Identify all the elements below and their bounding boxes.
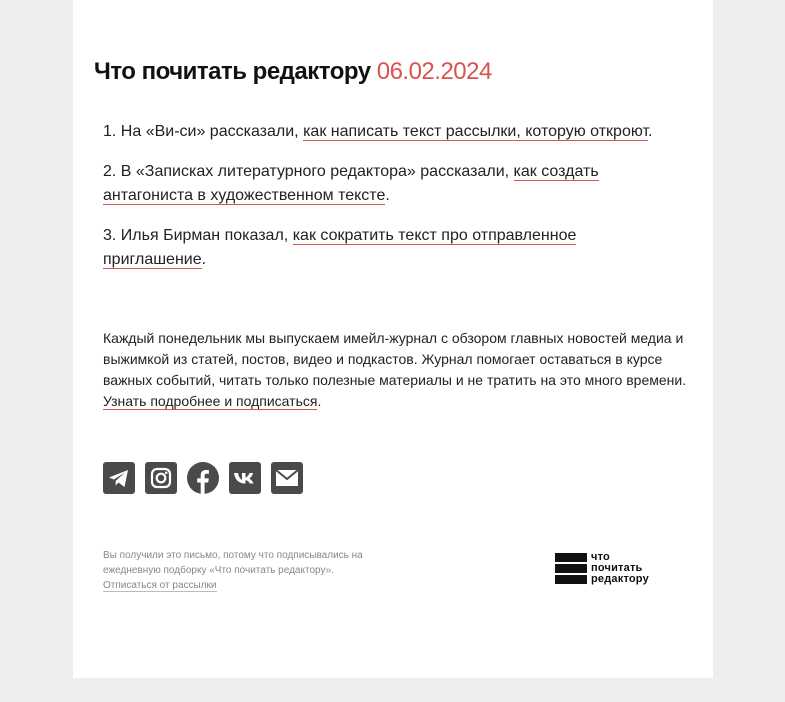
item-text: 3. Илья Бирман показал, [103, 227, 293, 244]
promo-body: Каждый понедельник мы выпускаем имейл-журнал с обзором главных новостей медиа и выжимкой из статей, постов, видео и подкастов. Журнал помогает оставаться в курсе важных событий, читать только полезные материалы и не тратить на это много времени. [103, 330, 687, 388]
item-suffix: . [201, 251, 207, 268]
article-link[interactable]: как написать текст рассылки, которую откроют [303, 123, 649, 140]
unsubscribe-link[interactable]: Отписаться от рассылки [103, 580, 217, 591]
logo-line: редактору [591, 573, 649, 585]
logo-line: почитать [591, 562, 643, 574]
email-icon[interactable] [271, 462, 303, 494]
email-card [73, 0, 713, 678]
item-text: 2. В «Записках литературного редактора» рассказали, [103, 163, 514, 180]
article-list [103, 120, 683, 288]
vk-icon[interactable] [229, 462, 261, 494]
promo-suffix: . [317, 393, 322, 409]
instagram-icon[interactable] [145, 462, 177, 494]
logo-bars-icon [555, 553, 587, 584]
title-date: 06.02.2024 [376, 58, 492, 85]
list-item [103, 160, 683, 208]
logo-text [591, 552, 649, 585]
facebook-icon[interactable] [187, 462, 219, 494]
list-item [103, 224, 683, 272]
promo-text [103, 328, 688, 412]
item-text: 1. На «Ви-си» рассказали, [103, 123, 304, 140]
social-links [103, 462, 303, 494]
title-text: Что почитать редактору [94, 58, 371, 85]
item-suffix: . [648, 123, 653, 140]
footer-body: Вы получили это письмо, потому что подписывались на ежедневную подборку «Что почитать редактору». [103, 550, 363, 576]
footer-notice [103, 548, 393, 593]
article-link[interactable]: как создать антагониста в художественном тексте [103, 163, 599, 204]
list-item [103, 120, 683, 144]
item-suffix: . [385, 187, 390, 204]
brand-logo[interactable] [555, 552, 649, 585]
telegram-icon[interactable] [103, 462, 135, 494]
article-link[interactable]: как сократить текст про отправленное приглашение [103, 227, 577, 268]
logo-line: что [591, 551, 610, 563]
page-title [94, 58, 492, 86]
subscribe-link[interactable]: Узнать подробнее и подписаться [103, 393, 318, 409]
